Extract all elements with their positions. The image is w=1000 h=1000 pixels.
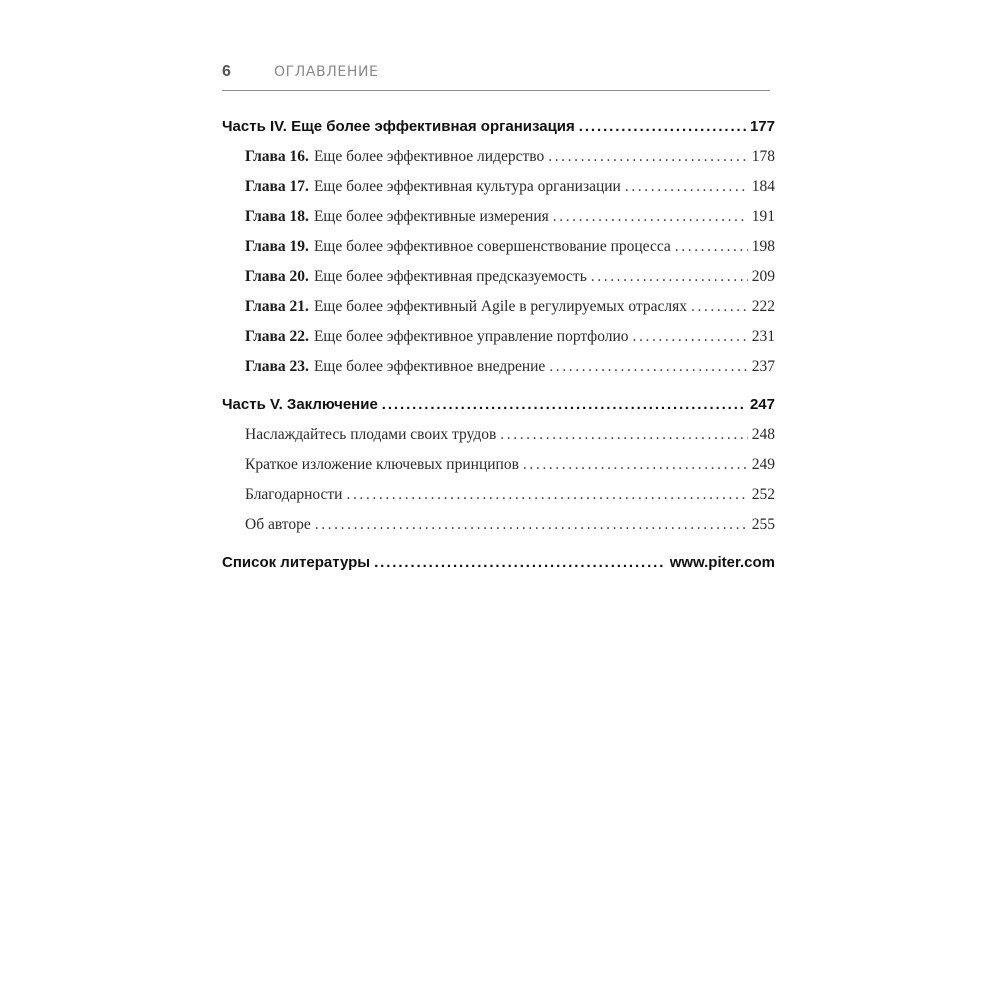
- dot-leader: [315, 510, 748, 540]
- chapter-title: Еще более эффективный Agile в регулируемых отраслях: [313, 298, 687, 315]
- dot-leader: [346, 480, 747, 510]
- chapter-number: Глава 18.: [245, 208, 309, 225]
- toc-part-4[interactable]: [222, 112, 775, 142]
- dot-leader: [553, 202, 748, 232]
- toc-chapter-21[interactable]: [222, 292, 775, 322]
- toc-page-number: 191: [751, 208, 775, 225]
- chapter-title: Еще более эффективная предсказуемость: [313, 268, 587, 285]
- toc-page-number: 177: [749, 118, 775, 135]
- chapter-number: Глава 23.: [245, 358, 309, 375]
- toc-page-number: 198: [751, 238, 775, 255]
- toc-chapter-18[interactable]: [222, 202, 775, 232]
- chapter-title: Еще более эффективная культура организации: [313, 178, 621, 195]
- toc-page-number: 249: [751, 456, 775, 473]
- toc-item-enjoy-fruits[interactable]: [222, 420, 775, 450]
- toc-chapter-23[interactable]: [222, 352, 775, 382]
- chapter-number: Глава 19.: [245, 238, 309, 255]
- chapter-number: Глава 20.: [245, 268, 309, 285]
- toc-item-title: Краткое изложение ключевых принципов: [245, 456, 519, 473]
- toc-item-key-principles[interactable]: [222, 450, 775, 480]
- toc-chapter-19[interactable]: [222, 232, 775, 262]
- toc-item-title: Наслаждайтесь плодами своих трудов: [245, 426, 497, 443]
- dot-leader: [548, 142, 748, 172]
- dot-leader: [633, 322, 748, 352]
- toc-page-number: 222: [751, 298, 775, 315]
- toc-chapter-20[interactable]: [222, 262, 775, 292]
- toc-item-title: Об авторе: [245, 516, 311, 533]
- chapter-title: Еще более эффективное управление портфолио: [313, 328, 629, 345]
- toc-part-title: Список литературы: [222, 554, 371, 571]
- toc-chapter-22[interactable]: [222, 322, 775, 352]
- dot-leader: [675, 232, 748, 262]
- dot-leader: [579, 112, 746, 142]
- chapter-number: Глава 17.: [245, 178, 309, 195]
- toc-page-number: 247: [749, 396, 775, 413]
- toc-page-number: 209: [751, 268, 775, 285]
- toc-chapter-17[interactable]: [222, 172, 775, 202]
- toc-item-title: Благодарности: [245, 486, 343, 503]
- dot-leader: [523, 450, 748, 480]
- chapter-number: Глава 22.: [245, 328, 309, 345]
- toc-page-number: 248: [751, 426, 775, 443]
- toc-chapter-16[interactable]: [222, 142, 775, 172]
- chapter-number: Глава 21.: [245, 298, 309, 315]
- dot-leader: [591, 262, 748, 292]
- toc-page-number: 237: [751, 358, 775, 375]
- dot-leader: [691, 292, 748, 322]
- toc-page-number: 252: [751, 486, 775, 503]
- section-title: ОГЛАВЛЕНИЕ: [274, 64, 379, 80]
- chapter-title: Еще более эффективное внедрение: [313, 358, 546, 375]
- chapter-title: Еще более эффективные измерения: [313, 208, 549, 225]
- toc-item-about-author[interactable]: [222, 510, 775, 540]
- dot-leader: [500, 420, 747, 450]
- toc-page-number: 231: [751, 328, 775, 345]
- running-head: [222, 62, 770, 91]
- toc-page-number: 255: [751, 516, 775, 533]
- toc-item-acknowledgements[interactable]: [222, 480, 775, 510]
- dot-leader: [625, 172, 748, 202]
- toc-bibliography[interactable]: [222, 548, 775, 578]
- chapter-title: Еще более эффективное лидерство: [313, 148, 545, 165]
- chapter-title: Еще более эффективное совершенствование процесса: [313, 238, 671, 255]
- toc-part-title: Часть IV. Еще более эффективная организация: [222, 118, 575, 135]
- toc-page-url[interactable]: www.piter.com: [669, 554, 775, 571]
- toc-page-number: 178: [751, 148, 775, 165]
- table-of-contents: [222, 112, 775, 578]
- dot-leader: [374, 548, 666, 578]
- chapter-number: Глава 16.: [245, 148, 309, 165]
- dot-leader: [549, 352, 747, 382]
- dot-leader: [382, 390, 746, 420]
- page-number: 6: [222, 63, 231, 80]
- toc-part-title: Часть V. Заключение: [222, 396, 378, 413]
- toc-page-number: 184: [751, 178, 775, 195]
- toc-part-5[interactable]: [222, 390, 775, 420]
